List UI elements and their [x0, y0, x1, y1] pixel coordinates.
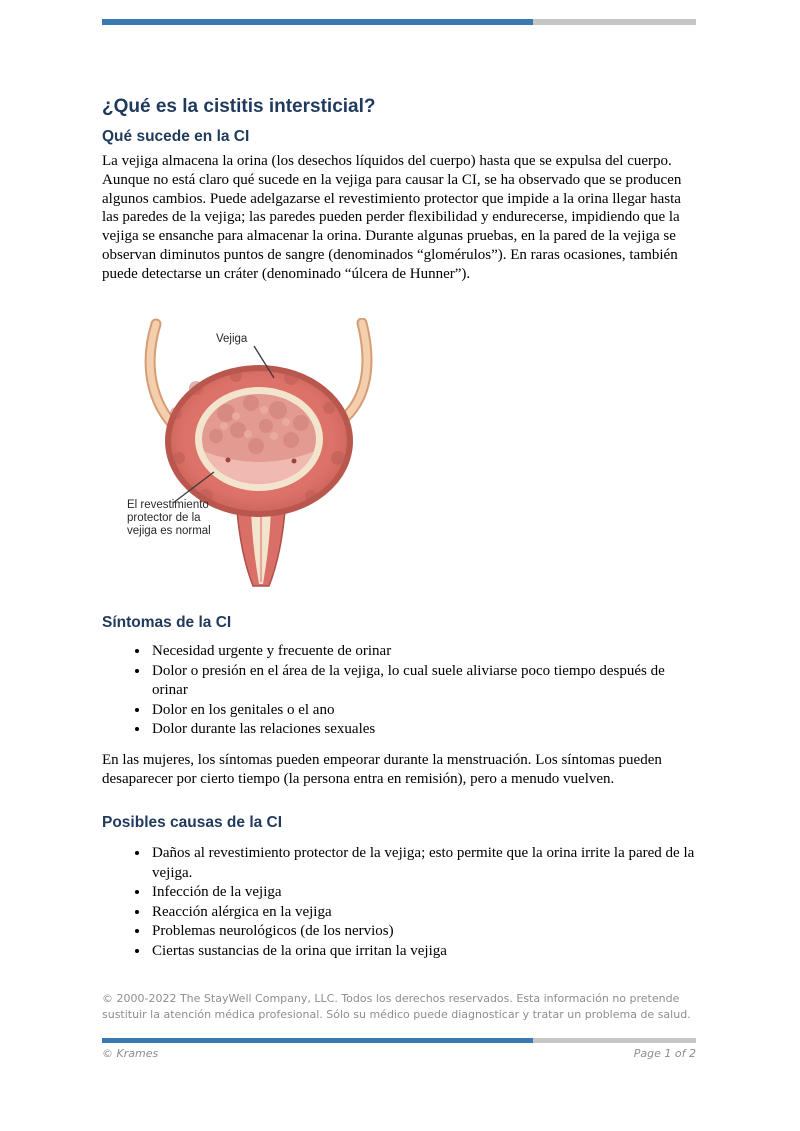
bladder-illustration	[116, 318, 406, 588]
list-item: • Dolor en los genitales o el ano	[150, 701, 696, 721]
bladder-diagram-image	[116, 318, 406, 588]
causes-list	[102, 844, 696, 961]
list-item: • Infección de la vejiga	[150, 883, 696, 903]
top-rule-blue-segment	[102, 19, 533, 25]
section-heading-symptoms: Síntomas de la CI	[102, 614, 232, 632]
figure-label-lining: El revestimiento protector de la vejiga es normal	[127, 499, 211, 538]
list-item: • Necesidad urgente y frecuente de orinar	[150, 642, 696, 662]
list-item: • Dolor o presión en el área de la vejiga, lo cual suele aliviarse poco tiempo después de orinar	[150, 662, 696, 701]
page-footer	[102, 1047, 696, 1060]
list-item: • Reacción alérgica en la vejiga	[150, 903, 696, 923]
page-title: ¿Qué es la cistitis intersticial?	[102, 96, 376, 117]
symptoms-list	[102, 642, 696, 740]
footer-brand: © Krames	[102, 1047, 159, 1061]
figure-label-bladder: Vejiga	[216, 333, 248, 346]
bottom-rule-gray-segment	[533, 1038, 696, 1043]
top-rule-gray-segment	[533, 19, 696, 25]
footer-page-number: Page 1 of 2	[633, 1047, 696, 1061]
top-rule-bar	[102, 19, 696, 25]
ureteral-opening-left	[226, 458, 231, 463]
ureter-right-icon	[340, 323, 367, 422]
bottom-rule-bar	[102, 1038, 696, 1043]
bottom-rule-blue-segment	[102, 1038, 533, 1043]
paragraph-what-happens: La vejiga almacena la orina (los desechos líquidos del cuerpo) hasta que se expulsa del cuerpo. Aunque no está claro qué sucede en la vejiga para causar la CI, se ha observado que se producen algunos cambios. Puede adelgazarse el revestimiento protector que impide a la orina llegar hasta las paredes de la vejiga; las paredes pueden perder flexibilidad y endurecerse, impidiendo que la vejiga se ensanche para almacenar la orina. Durante algunas pruebas, en la pared de la vejiga se observan diminutos puntos de sangre (denominados “glomérulos”). En raras ocasiones, también puede detectarse un cráter (denominado “úlcera de Hunner”).	[102, 153, 682, 282]
section-heading-causes: Posibles causas de la CI	[102, 814, 283, 832]
section-heading-what-happens: Qué sucede en la CI	[102, 128, 250, 145]
list-item: • Dolor durante las relaciones sexuales	[150, 720, 696, 740]
list-item: • Ciertas sustancias de la orina que irritan la vejiga	[150, 942, 696, 962]
list-item: • Problemas neurológicos (de los nervios)	[150, 922, 696, 942]
ureteral-opening-right	[292, 459, 297, 464]
paragraph-symptoms-note: En las mujeres, los síntomas pueden empeorar durante la menstruación. Los síntomas pueden desaparecer por cierto tiempo (la persona entra en remisión), pero a menudo vuelven.	[102, 751, 662, 787]
list-item: • Daños al revestimiento protector de la vejiga; esto permite que la orina irrite la pared de la vejiga.	[150, 844, 696, 883]
copyright-disclaimer: © 2000-2022 The StayWell Company, LLC. Todos los derechos reservados. Esta información no pretende sustituir la atención médica profesional. Sólo su médico puede diagnosticar y tratar un problema de salud.	[102, 992, 691, 1021]
